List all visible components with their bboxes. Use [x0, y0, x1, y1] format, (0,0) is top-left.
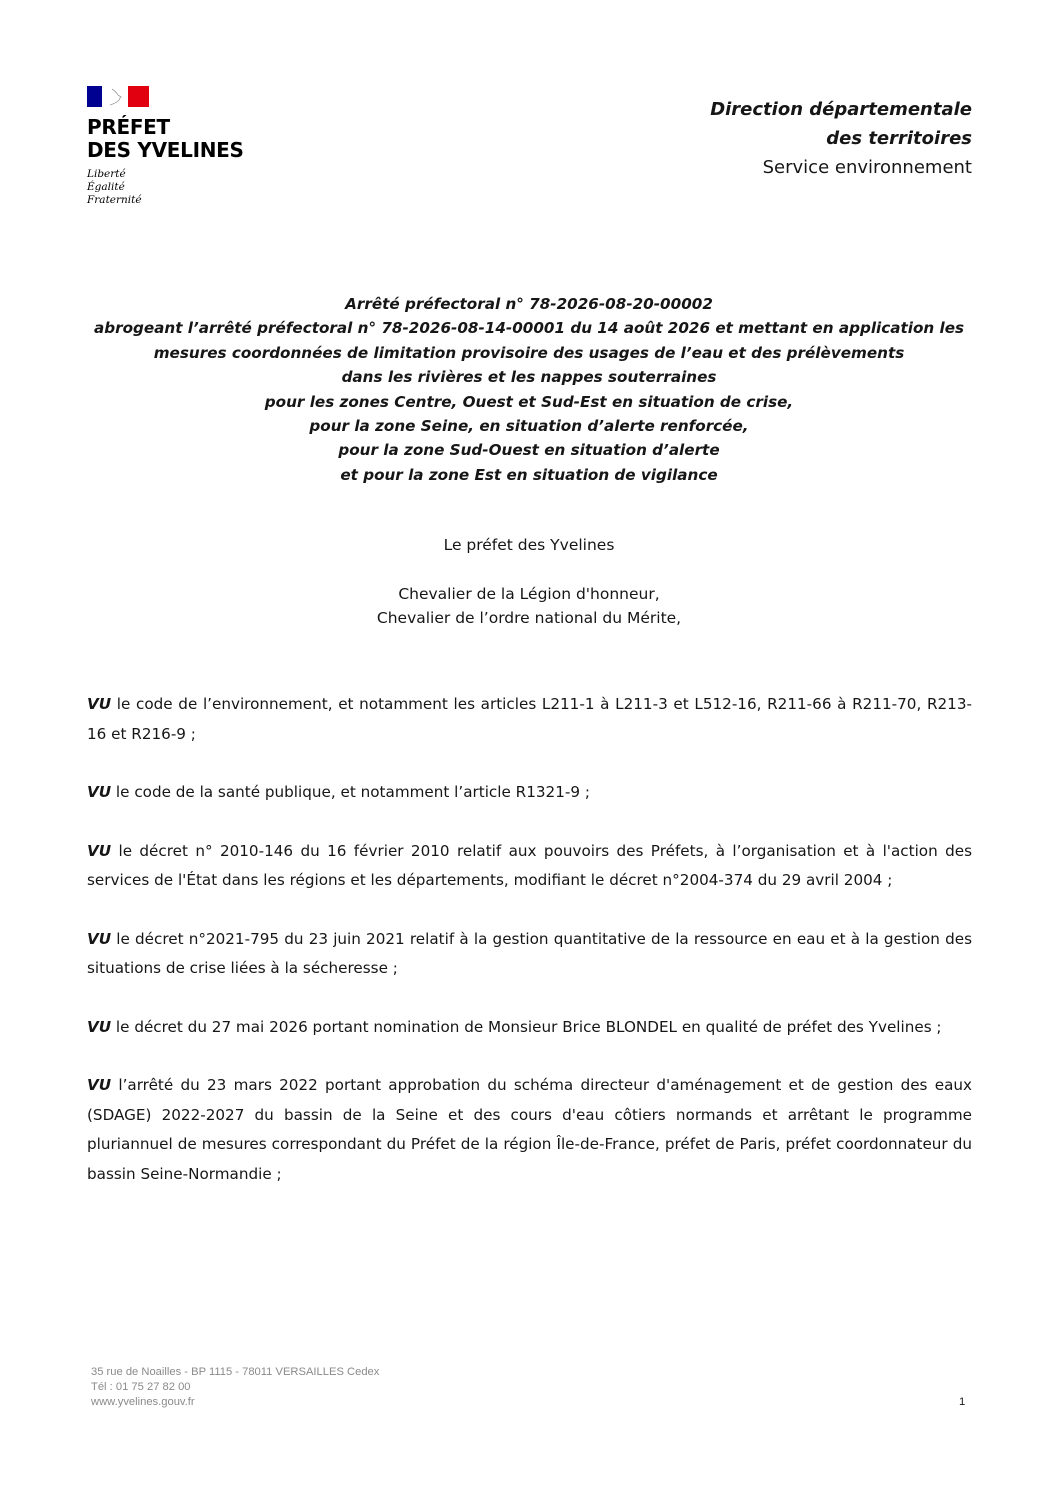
- decree-title: [80, 292, 978, 487]
- title-line: abrogeant l’arrêté préfectoral n° 78-2026-08-14-00001 du 14 août 2026 et mettant en application les: [93, 319, 965, 338]
- issuing-department: [710, 95, 972, 182]
- honor-legion: Chevalier de la Légion d'honneur,: [398, 585, 660, 603]
- consideration-paragraph: [87, 925, 972, 984]
- consideration-text: le décret du 27 mai 2026 portant nomination de Monsieur Brice BLONDEL en qualité de préfet des Yvelines ;: [111, 1017, 942, 1036]
- consideration-paragraph: [87, 690, 972, 749]
- vu-lead: VU: [87, 929, 112, 948]
- page-number: 1: [959, 1396, 966, 1408]
- consideration-text: l’arrêté du 23 mars 2022 portant approbation du schéma directeur d'aménagement et de gestion des eaux (SDAGE) 2022-2027 du bassin de la Seine et des cours d'eau côtiers normands et arrêtant le programme pluriannuel de mesures correspondant du Préfet de la région Île-de-France, préfet de Paris, préfet coordonnateur du bassin Seine-Normandie ;: [87, 1076, 972, 1183]
- logo-title: [87, 116, 287, 162]
- title-line: et pour la zone Est en situation de vigilance: [340, 465, 718, 484]
- consideration-paragraph: [87, 1071, 972, 1189]
- marianne-profile-icon: [102, 86, 128, 107]
- prefect-honors: [80, 582, 978, 630]
- prefect-name: Le préfet des Yvelines: [443, 536, 615, 554]
- french-flag-icon: [87, 86, 149, 107]
- title-line: pour la zone Sud-Ouest en situation d’alerte: [338, 441, 720, 460]
- honor-merite: Chevalier de l’ordre national du Mérite,: [376, 609, 682, 627]
- motto-liberte: Liberté: [87, 168, 126, 180]
- motto-fraternite: Fraternité: [87, 194, 142, 206]
- footer-website: www.yvelines.gouv.fr: [91, 1396, 195, 1408]
- consideration-text: le code de l’environnement, et notamment les articles L211-1 à L211-3 et L512-16, R211-66 à R211-70, R213-16 et R216-9 ;: [87, 695, 972, 743]
- logo-title-line-2: DES YVELINES: [87, 138, 244, 162]
- republic-motto: [87, 168, 287, 207]
- vu-lead: VU: [87, 1017, 112, 1036]
- title-line: mesures coordonnées de limitation provisoire des usages de l’eau et des prélèvements: [153, 343, 905, 362]
- title-line: dans les rivières et les nappes souterraines: [341, 368, 717, 387]
- service-name: Service environnement: [762, 157, 972, 178]
- footer-address: 35 rue de Noailles - BP 1115 - 78011 VERSAILLES Cedex: [91, 1366, 380, 1378]
- consideration-paragraph: [87, 778, 972, 808]
- department-name-line-2: des territoires: [826, 128, 972, 149]
- department-name-line-1: Direction départementale: [710, 99, 972, 120]
- title-line: pour les zones Centre, Ouest et Sud-Est en situation de crise,: [264, 392, 794, 411]
- consideration-paragraph: [87, 837, 972, 896]
- page-footer: [91, 1365, 379, 1410]
- vu-lead: VU: [87, 1076, 112, 1094]
- motto-egalite: Égalité: [87, 181, 125, 193]
- consideration-text: le décret n° 2010-146 du 16 février 2010 relatif aux pouvoirs des Préfets, à l’organisation et à l'action des services de l'État dans les régions et les départements, modifiant le décret n°2004-374 du 29 avril 2004 ;: [87, 841, 972, 889]
- considerations-list: [87, 690, 972, 1218]
- vu-lead: VU: [87, 783, 112, 801]
- consideration-text: le code de la santé publique, et notamment l’article R1321-9 ;: [111, 783, 590, 801]
- consideration-text: le décret n°2021-795 du 23 juin 2021 relatif à la gestion quantitative de la ressource en eau et à la gestion des situations de crise liées à la sécheresse ;: [87, 929, 972, 977]
- consideration-paragraph: [87, 1013, 972, 1043]
- vu-lead: VU: [87, 695, 112, 713]
- prefecture-logo: [87, 86, 287, 207]
- vu-lead: VU: [87, 841, 112, 860]
- title-line: Arrêté préfectoral n° 78-2026-08-20-00002: [345, 295, 713, 313]
- logo-title-line-1: PRÉFET: [87, 115, 170, 139]
- title-line: pour la zone Seine, en situation d’alerte renforcée,: [309, 417, 749, 436]
- footer-phone: Tél : 01 75 27 82 00: [91, 1381, 191, 1393]
